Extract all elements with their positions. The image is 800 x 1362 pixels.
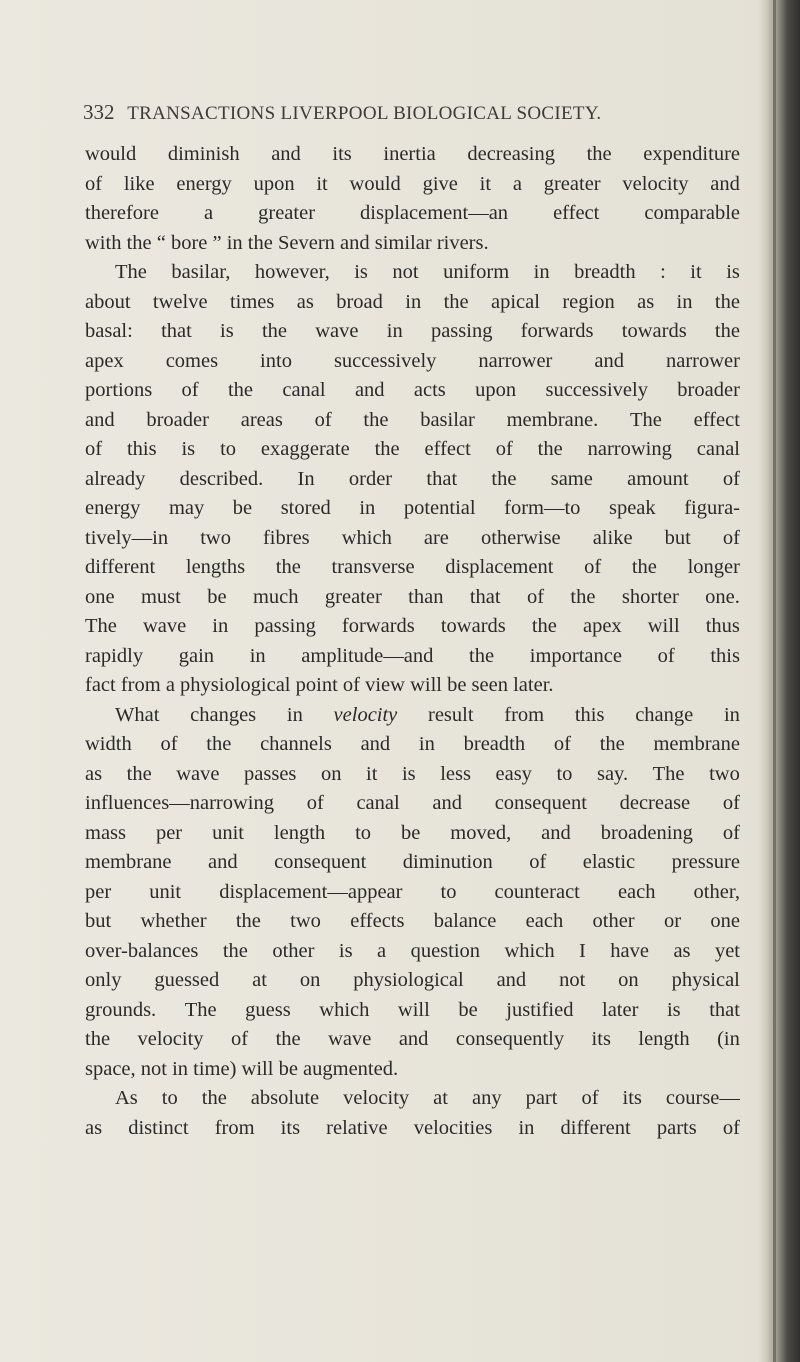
text-line: therefore a greater displacement—an effect comparable — [85, 202, 740, 224]
text-line: the velocity of the wave and consequently its length (in — [85, 1028, 740, 1050]
text-line: and broader areas of the basilar membrane. The effect — [85, 408, 740, 431]
text-line: of like energy upon it would give it a greater velocity and — [85, 172, 740, 195]
text-line: grounds. The guess which will be justified later is that — [85, 998, 740, 1021]
text-line: space, not in time) will be augmented. — [85, 1057, 399, 1080]
text-line: already described. In order that the same amount of — [85, 467, 740, 490]
text-line: as the wave passes on it is less easy to say. The two — [85, 762, 740, 785]
text-line: tively—in two fibres which are otherwise alike but of — [85, 526, 740, 549]
text-line: about twelve times as broad in the apical region as in the — [85, 290, 740, 313]
text-line: rapidly gain in amplitude—and the importance of this — [85, 644, 740, 667]
text-line: fact from a physiological point of view will be seen later. — [85, 674, 554, 696]
text-line: influences—narrowing of canal and consequent decrease of — [85, 792, 740, 814]
text-line: as distinct from its relative velocities in different parts of — [85, 1116, 740, 1139]
text-line: mass per unit length to be moved, and broadening of — [85, 821, 740, 844]
text-line: but whether the two effects balance each other or one — [85, 910, 740, 932]
text-line: only guessed at on physiological and not on physical — [85, 969, 740, 991]
text-line: different lengths the transverse displacement of the longer — [85, 556, 740, 578]
text-line: portions of the canal and acts upon successively broader — [85, 379, 740, 401]
text-line: apex comes into successively narrower and narrower — [85, 349, 740, 372]
text-line: per unit displacement—appear to counteract each other, — [85, 880, 740, 903]
text-line: one must be much greater than that of the shorter one. — [85, 585, 740, 608]
body-text — [85, 140, 740, 1143]
text-line: energy may be stored in potential form—to speak figura- — [85, 497, 740, 519]
text-line: membrane and consequent diminution of elastic pressure — [85, 851, 740, 873]
text-line: As to the absolute velocity at any part of its course— — [115, 1087, 740, 1109]
text-line: width of the channels and in breadth of the membrane — [85, 733, 740, 755]
text-line: The basilar, however, is not uniform in breadth : it is — [115, 261, 740, 283]
page-number: 332 — [83, 100, 115, 124]
text-line: with the “ bore ” in the Severn and similar rivers. — [85, 231, 489, 254]
text-line: of this is to exaggerate the effect of the narrowing canal — [85, 438, 740, 460]
text-line: basal: that is the wave in passing forwards towards the — [85, 320, 740, 342]
running-header — [83, 100, 743, 125]
running-title: TRANSACTIONS LIVERPOOL BIOLOGICAL SOCIETY. — [127, 103, 602, 124]
text-line: The wave in passing forwards towards the apex will thus — [85, 615, 740, 637]
text-line: would diminish and its inertia decreasing the expenditure — [85, 143, 740, 165]
binding-edge — [773, 0, 776, 1362]
text-line: over-balances the other is a question which I have as yet — [85, 939, 740, 962]
text-line: What changes in velocity result from this change in — [115, 703, 740, 726]
book-spine-shadow — [758, 0, 800, 1362]
